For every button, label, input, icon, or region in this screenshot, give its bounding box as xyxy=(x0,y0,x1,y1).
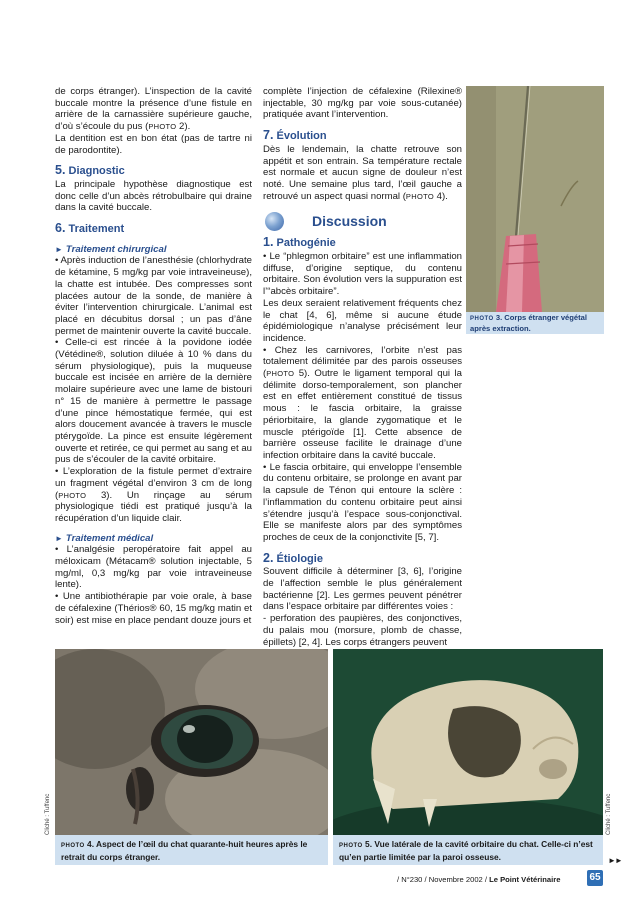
paragraph: - perforation des paupières, des conjonctives, du palais mou (morsure, plomb de chasse, épillets) [2, 4]. Les corps étrangers peuvent xyxy=(263,613,462,648)
paragraph: • L’exploration de la fistule permet d’extraire un fragment végétal d’environ 3 cm de long (PHOTO 3). Un rinçage au sérum physiologique tiédi est pratiqué jusqu’à la récupération d’un liquide clair. xyxy=(55,466,252,524)
paragraph: • Celle-ci est rincée à la povidone iodée (Vétédine®, solution diluée à 10 % dans du sérum physiologique), puis la muqueuse buccale est incisée en arrière de la dernière molaire supérieure avec une lame de bistouri n° 15 de manière à permettre le passage d’une pince hémostatique fermée, qui est alors doucement avancée à travers le muscle ptérygoïde. La pince est ensuite légèrement ouverte et retirée, ce qui permet au sang et au pus de s’écouler de la cavité orbitaire. xyxy=(55,337,252,466)
paragraph: La principale hypothèse diagnostique est donc celle d’un abcès rétrobulbaire qui draine dans la cavité buccale. xyxy=(55,178,252,214)
paragraph: complète l’injection de céfalexine (Rilexine® injectable, 30 mg/kg par voie sous-cutanée) pratiquée avant l’intervention. xyxy=(263,86,462,121)
paragraph: • Le fascia orbitaire, qui enveloppe l’ensemble du contenu orbitaire, se prolonge en avant par la capsule de Ténon qui entoure la sclère : l’inflammation du contenu orbitaire peut ainsi s’étendre jusqu’à l’espace sous-conjonctival. Elle se manifeste alors par des symptômes proches de ceux de la conjonctivite [5, 7]. xyxy=(263,461,462,543)
photo-plant-fragment-illustration xyxy=(466,86,604,312)
section-heading-evolution: 7. Évolution xyxy=(263,128,327,143)
subheading-medical: ► Traitement médical xyxy=(55,532,154,544)
photo-cat-skull-illustration xyxy=(333,649,603,835)
section-heading-diagnostic: 5. Diagnostic xyxy=(55,163,125,178)
paragraph: de corps étranger). L’inspection de la cavité buccale montre la présence d’une fistule en arrière de la carnassière supérieure gauche, d’où s’écoule du pus (PHOTO 2). xyxy=(55,86,252,133)
subheading-chirurgical: ► Traitement chirurgical xyxy=(55,243,167,255)
photo-cat-eye-illustration xyxy=(55,649,328,835)
section-heading-traitement: 6. Traitement xyxy=(55,221,125,236)
section-heading-etiologie: 2. Étiologie xyxy=(263,550,323,565)
photo-4-credit: Cliché : Tuffenc xyxy=(45,793,51,835)
paragraph: • Une antibiothérapie par voie orale, à base de céfalexine (Thérios® 60, 15 mg/kg matin et soir) est mise en place pendant douze jours et xyxy=(55,591,252,626)
page-number: 65 xyxy=(587,870,603,886)
section-heading-pathogenie: 1. Pathogénie xyxy=(263,235,336,250)
paragraph: Les deux seraient relativement fréquents chez le chat [4, 6], même si aucune étude épidémiologique n’analyse précisément leur incidence. xyxy=(263,297,462,344)
photo-4-caption: PHOTO 4. Aspect de l’œil du chat quarante-huit heures après le retrait du corps étranger. xyxy=(55,835,328,865)
paragraph: • L’analgésie peropératoire fait appel au méloxicam (Métacam® solution injectable, 5 mg/ml, 0,3 mg/kg par voie intraveineuse lente). xyxy=(55,544,252,591)
continue-arrows-icon: ►► xyxy=(608,856,622,865)
photo-cat-eye xyxy=(55,649,328,835)
photo-5-caption: PHOTO 5. Vue latérale de la cavité orbitaire du chat. Celle-ci n’est qu’en partie limitée par la paroi osseuse. xyxy=(333,835,603,865)
paragraph: • Le “phlegmon orbitaire” est une inflammation diffuse, d’origine septique, du contenu orbitaire. Son évolution vers la suppuration est l’“abcès orbitaire”. xyxy=(263,251,462,298)
photo-cat-skull xyxy=(333,649,603,835)
paragraph: Dès le lendemain, la chatte retrouve son appétit et son entrain. Sa température rectale est normale et aucun signe de douleur n’est noté. Une semaine plus tard, l’œil gauche a retrouvé un aspect quasi normal (PHOTO 4). xyxy=(263,143,462,202)
paragraph: Souvent difficile à déterminer [3, 6], l’origine de l’affection semble le plus généralement bactérienne [2]. Les germes peuvent pénétrer dans l’espace orbitaire par différentes voies : xyxy=(263,566,462,613)
photo-5-credit: Cliché : Tuffenc xyxy=(606,793,612,835)
paragraph: La dentition est en bon état (pas de tartre ni de parodontite). xyxy=(55,132,252,156)
photo-3-caption: PHOTO 3. Corps étranger végétal après extraction. xyxy=(466,312,604,334)
page-footer: / N°230 / Novembre 2002 / Le Point Vétérinaire xyxy=(397,875,561,884)
triangle-bullet-icon: ► xyxy=(55,244,63,254)
photo-plant-fragment xyxy=(466,86,604,312)
discussion-heading: Discussion xyxy=(263,212,462,231)
paragraph: • Après induction de l’anesthésie (chlorhydrate de kétamine, 5 mg/kg par voie intraveineuse), la chatte est intubée. Des compresses sont placées autour de la sonde, de manière à éviter l’intervention chirurgicale. L’animal est placé en décubitus dorsal ; un pas d’âne permet de maintenir ouverte la cavité buccale. xyxy=(55,255,252,337)
column-left xyxy=(55,86,252,626)
sphere-icon xyxy=(265,212,284,231)
paragraph: • Chez les carnivores, l’orbite n’est pas totalement délimitée par des parois osseuses (PHOTO 5). Outre le ligament temporal qui la délimite dorso-temporalement, son plancher est en effet entièrement constitué de tissus mous : le fascia orbitaire, la graisse périorbitaire, la glande zygomatique et le muscle ptérigoïde [1]. Cette absence de barrière osseuse facilite le drainage d’une infection orbitaire dans la cavité buccale. xyxy=(263,344,462,461)
column-right xyxy=(263,86,462,648)
triangle-bullet-icon: ► xyxy=(55,533,63,543)
publication-name: Le Point Vétérinaire xyxy=(489,875,561,884)
